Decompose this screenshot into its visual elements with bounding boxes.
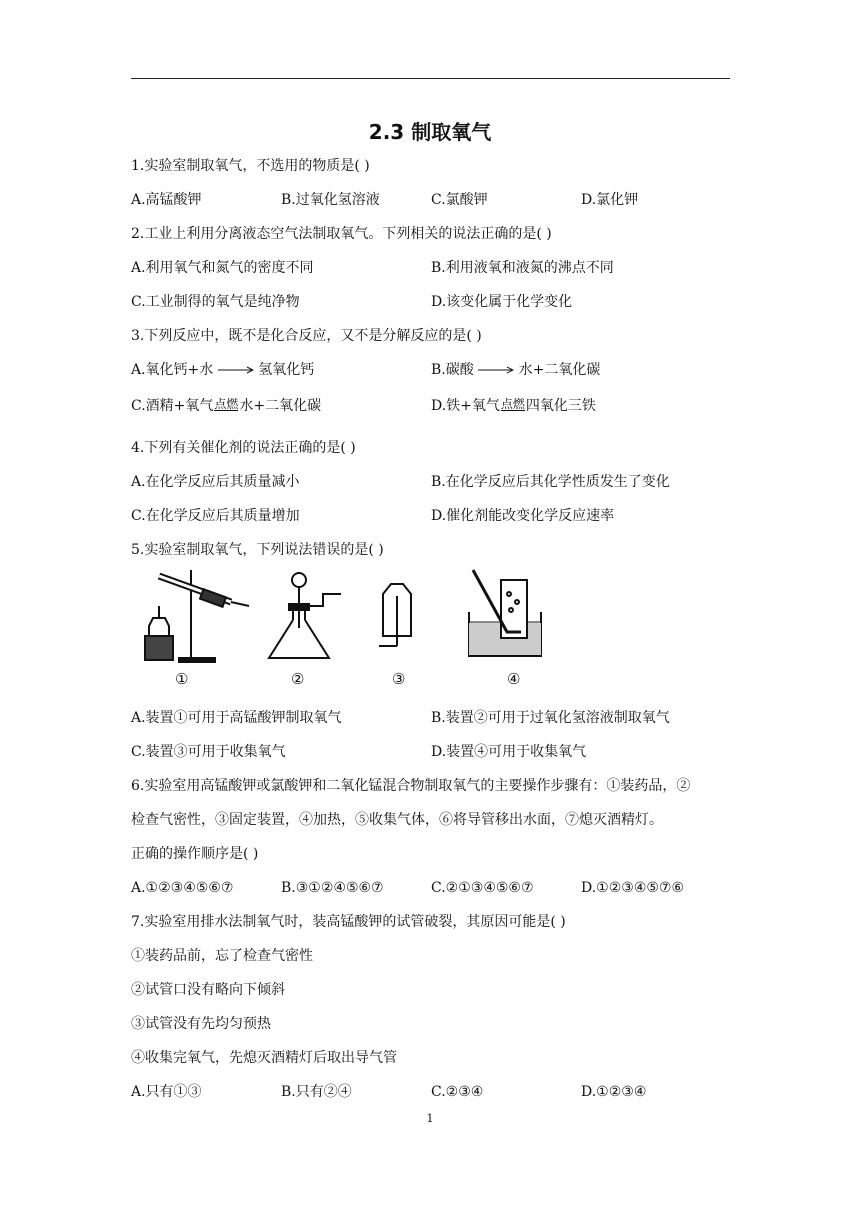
reaction-condition: 点燃 (214, 397, 239, 411)
q4-option-a: A.在化学反应后其质量减小 (131, 474, 300, 490)
question-6-stem-line2: 检查气密性，③固定装置，④加热，⑤收集气体，⑥将导管移出水面，⑦熄灭酒精灯。 (131, 812, 663, 828)
q7-option-a: A.只有①③ (131, 1084, 202, 1100)
q5-option-d: D.装置④可用于收集氧气 (431, 744, 587, 760)
q2-option-a: A.利用氧气和氮气的密度不同 (131, 260, 314, 276)
question-1-stem: 1.实验室制取氧气，不选用的物质是( ) (131, 158, 370, 174)
q7-option-d: D.①②③④ (581, 1084, 647, 1100)
page-title: 2.3 制取氧气 (368, 120, 492, 144)
q7-option-b: B.只有②④ (281, 1084, 352, 1100)
q5-option-c: C.装置③可用于收集氧气 (131, 744, 286, 760)
q4-option-c: C.在化学反应后其质量增加 (131, 508, 300, 524)
apparatus-drawings (131, 566, 551, 666)
q7-item-4: ④收集完氧气，先熄灭酒精灯后取出导气管 (131, 1050, 397, 1066)
q3-option-d (431, 396, 596, 416)
q1-option-b: B.过氧化氢溶液 (281, 192, 380, 208)
q6-option-b: B.③①②④⑤⑥⑦ (281, 880, 384, 896)
q3-option-c (131, 396, 321, 416)
question-3-stem: 3.下列反应中，既不是化合反应，又不是分解反应的是( ) (131, 328, 482, 344)
question-5-stem: 5.实验室制取氧气，下列说法错误的是( ) (131, 542, 384, 558)
q3-option-a (131, 360, 314, 380)
q4-option-d: D.催化剂能改变化学反应速率 (431, 508, 615, 524)
apparatus-label-4: ④ (507, 670, 521, 688)
q4-option-b: B.在化学反应后其化学性质发生了变化 (431, 474, 670, 490)
q2-option-c: C.工业制得的氧气是纯净物 (131, 294, 300, 310)
q1-option-c: C.氯酸钾 (431, 192, 488, 208)
question-2-stem: 2.工业上利用分离液态空气法制取氧气。下列相关的说法正确的是( ) (131, 226, 552, 242)
q2-option-b: B.利用液氧和液氮的沸点不同 (431, 260, 614, 276)
q7-item-2: ②试管口没有略向下倾斜 (131, 982, 285, 998)
q6-option-d: D.①②③④⑤⑦⑥ (581, 880, 685, 896)
q3-c-right: 水+二氧化碳 (239, 398, 322, 414)
question-6-stem-line1: 6.实验室用高锰酸钾或氯酸钾和二氧化锰混合物制取氧气的主要操作步骤有：①装药品，② (131, 778, 691, 794)
q2-option-d: D.该变化属于化学变化 (431, 294, 573, 310)
q3-d-left: D.铁+氧气 (431, 398, 500, 414)
q3-d-right: 四氧化三铁 (525, 398, 596, 414)
apparatus-figure (131, 566, 551, 688)
reaction-condition: 点燃 (500, 397, 525, 411)
q3-option-b (431, 360, 600, 380)
q7-item-1: ①装药品前，忘了检查气密性 (131, 948, 313, 964)
reaction-arrow-icon (478, 366, 514, 374)
q7-option-c: C.②③④ (431, 1084, 484, 1100)
q5-option-b: B.装置②可用于过氧化氢溶液制取氧气 (431, 710, 670, 726)
question-6-stem-line3: 正确的操作顺序是( ) (131, 846, 259, 862)
q3-b-left: B.碳酸 (431, 362, 474, 378)
apparatus-label-1: ① (175, 670, 189, 688)
apparatus-3-gas-bottle-icon (379, 584, 411, 646)
q6-option-c: C.②①③④⑤⑥⑦ (431, 880, 534, 896)
apparatus-label-3: ③ (392, 670, 406, 688)
question-7-stem: 7.实验室用排水法制氧气时，装高锰酸钾的试管破裂，其原因可能是( ) (131, 914, 566, 930)
q3-a-left: A.氧化钙+水 (131, 362, 214, 378)
q6-option-a: A.①②③④⑤⑥⑦ (131, 880, 234, 896)
q7-item-3: ③试管没有先均匀预热 (131, 1016, 271, 1032)
header-rule (131, 78, 730, 79)
page-number: 1 (426, 1112, 434, 1125)
q5-option-a: A.装置①可用于高锰酸钾制取氧气 (131, 710, 342, 726)
apparatus-4-water-trough-icon (469, 570, 541, 656)
apparatus-1-heating-icon (145, 570, 249, 662)
apparatus-label-2: ② (291, 670, 305, 688)
q3-c-left: C.酒精+氧气 (131, 398, 214, 414)
q1-option-d: D.氯化钾 (581, 192, 639, 208)
apparatus-2-flask-icon (269, 573, 341, 658)
question-4-stem: 4.下列有关催化剂的说法正确的是( ) (131, 440, 356, 456)
reaction-arrow-icon (218, 366, 254, 374)
q3-b-right: 水+二氧化碳 (518, 362, 601, 378)
q3-a-right: 氢氧化钙 (258, 362, 315, 378)
q1-option-a: A.高锰酸钾 (131, 192, 202, 208)
